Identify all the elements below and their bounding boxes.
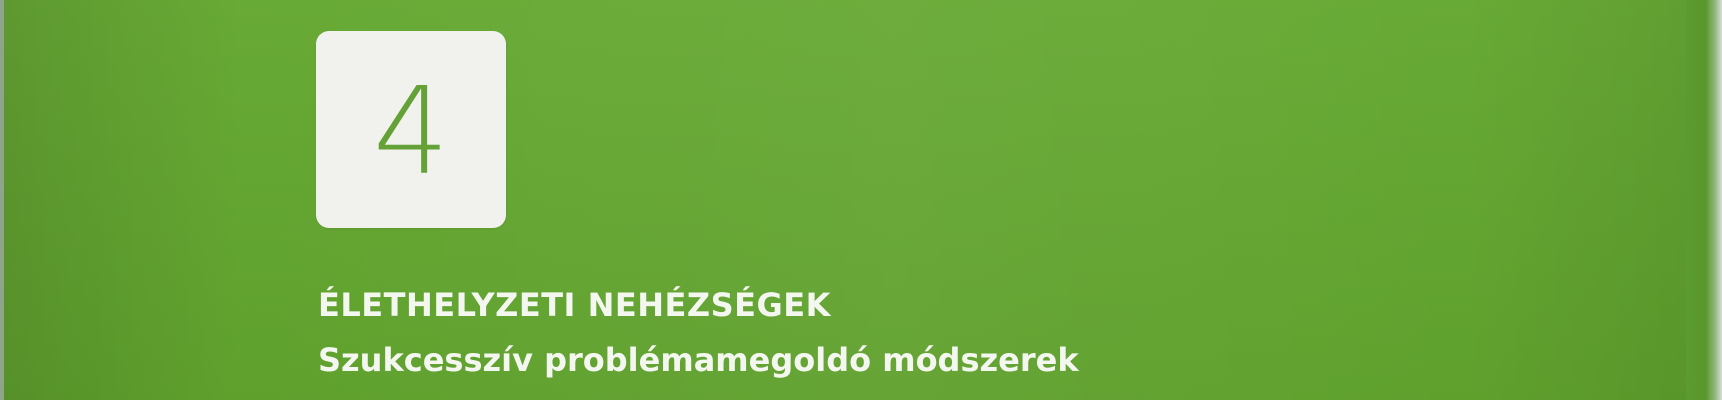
page-edge-left bbox=[0, 0, 4, 400]
page-edge-right bbox=[1686, 0, 1722, 400]
chapter-title: ÉLETHELYZETI NEHÉZSÉGEK bbox=[318, 286, 831, 324]
chapter-number-tile bbox=[316, 31, 506, 228]
chapter-subtitle: Szukcesszív problémamegoldó módszerek bbox=[318, 341, 1079, 379]
chapter-number: 4 bbox=[372, 63, 450, 202]
